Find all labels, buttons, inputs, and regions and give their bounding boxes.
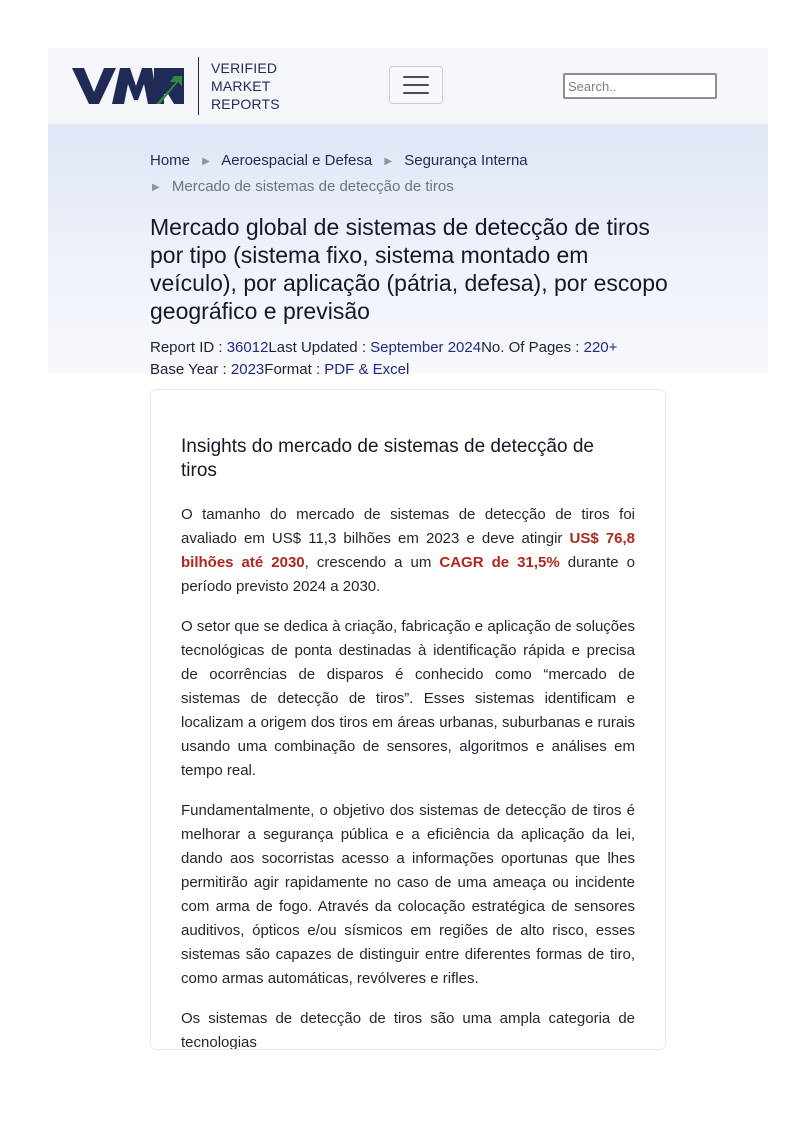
base-year-value: 2023 (230, 361, 265, 378)
hero-banner (48, 125, 768, 378)
logo-line-market: MARKET (211, 78, 271, 94)
vmr-logo-mark-icon (72, 66, 184, 106)
paragraph-market-size (181, 503, 635, 599)
search-input[interactable] (563, 73, 717, 99)
chevron-right-icon: ▶ (384, 156, 393, 167)
chevron-right-icon: ▶ (152, 182, 160, 193)
format-label: Format : (264, 361, 325, 378)
last-updated-label: Last Updated : (268, 339, 371, 356)
report-meta (150, 337, 670, 381)
breadcrumb-home[interactable]: Home (150, 152, 191, 169)
logo[interactable] (72, 58, 280, 114)
format-value: PDF & Excel (324, 361, 410, 378)
page (48, 48, 768, 1050)
report-id-value: 36012 (226, 339, 269, 356)
section-title: Insights do mercado de sistemas de detecção de tiros (181, 436, 594, 481)
report-id-label: Report ID : (150, 339, 227, 356)
pages-label: No. Of Pages : (481, 339, 584, 356)
highlight-cagr: CAGR de 31,5% (439, 554, 560, 571)
highlight-market-value: US$ 76,8 bilhões até 2030 (181, 530, 635, 571)
paragraph-text: O tamanho do mercado de sistemas de detecção de tiros foi avaliado em US$ 11,3 bilhões em 2023 e deve atingir (181, 506, 635, 547)
content-card (150, 389, 666, 1050)
base-year-label: Base Year : (150, 361, 231, 378)
pages-value: 220+ (583, 339, 618, 356)
breadcrumb-aeroespacial[interactable]: Aeroespacial e Defesa (221, 152, 373, 169)
paragraph-categories: Os sistemas de detecção de tiros são uma ampla categoria de tecnologias (181, 1010, 635, 1050)
menu-toggle-button[interactable] (389, 66, 443, 104)
logo-line-verified: VERIFIED (211, 60, 278, 76)
meta-line-1 (150, 337, 670, 359)
page-title: Mercado global de sistemas de detecção de tiros por tipo (sistema fixo, sistema montado em veículo), por aplicação (pátria, defesa), por escopo geográfico e previsão (150, 214, 668, 324)
meta-line-2 (150, 359, 670, 381)
paragraph-text: durante o período previsto 2024 a 2030. (181, 554, 635, 595)
logo-text (211, 59, 280, 113)
last-updated-value: September 2024 (370, 339, 482, 356)
paragraph-objective: Fundamentalmente, o objetivo dos sistemas de detecção de tiros é melhorar a segurança pública e a eficiência da aplicação da lei, dando aos socorristas acesso a informações oportunas que lhes permitirão agir rapidamente no caso de uma ameaça ou incidente com arma de fogo. Através da colocação estratégica de sensores auditivos, ópticos e/ou sísmicos em regiões de alto risco, esses sistemas são capazes de distinguir entre diferentes formas de tiro, como armas automáticas, revólveres e rifles. (181, 802, 635, 987)
hamburger-icon-bar (403, 76, 429, 78)
paragraph-definition: O setor que se dedica à criação, fabricação e aplicação de soluções tecnológicas de ponta destinadas à identificação rápida e precisa de ocorrências de disparos é conhecido como “mercado de sistemas de detecção de tiros”. Esses sistemas identificam e localizam a origem dos tiros em áreas urbanas, suburbanas e rurais usando uma combinação de sensores, algoritmos e análises em tempo real. (181, 618, 635, 779)
hamburger-icon-bar (403, 92, 429, 94)
breadcrumb (150, 149, 670, 201)
logo-divider (198, 57, 199, 115)
chevron-right-icon: ▶ (202, 156, 210, 167)
hamburger-icon-bar (403, 84, 429, 86)
breadcrumb-seguranca[interactable]: Segurança Interna (404, 152, 528, 169)
site-header (48, 48, 768, 125)
paragraph-text: , crescendo a um (304, 554, 440, 571)
breadcrumb-current: Mercado de sistemas de detecção de tiros (171, 178, 454, 195)
logo-line-reports: REPORTS (211, 96, 280, 112)
